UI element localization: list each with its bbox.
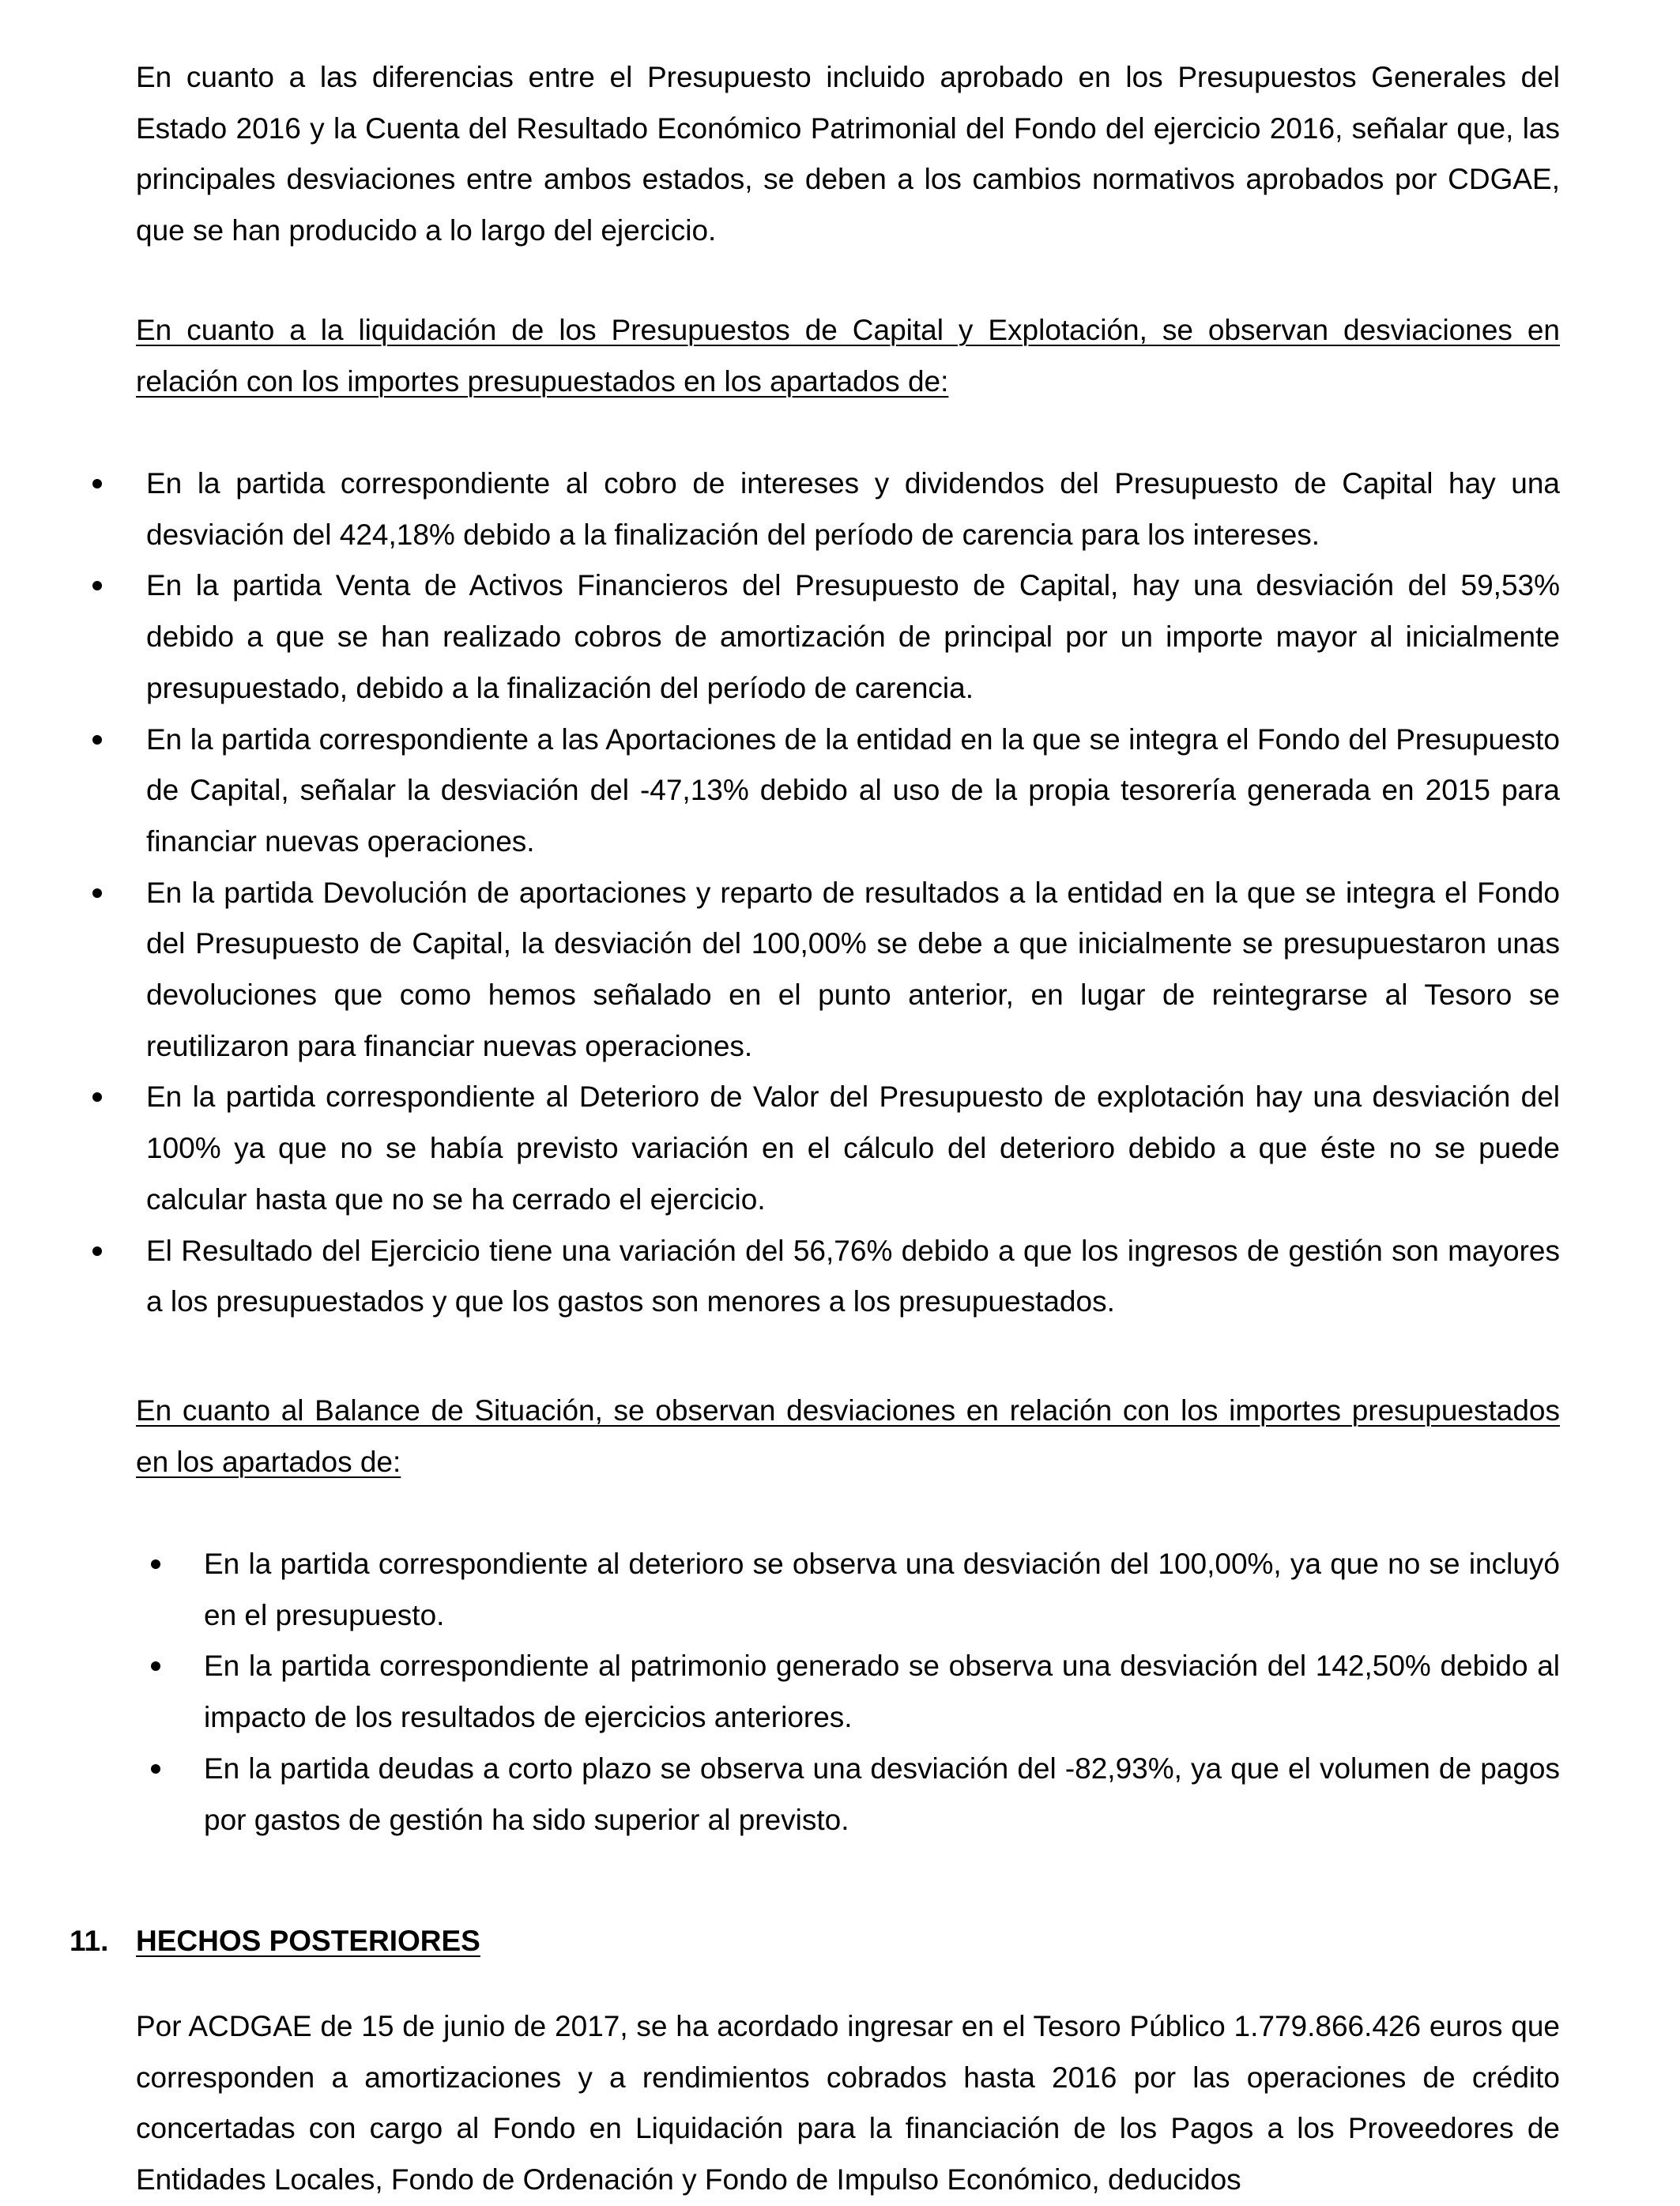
balance-heading-text: En cuanto al Balance de Situación, se observan desviaciones en relación con los importes presupuestados en los apartados de: [136,1394,1560,1478]
bullet-icon [92,1246,102,1256]
bullet-icon [92,888,102,898]
list-item [204,1641,1560,1743]
bullet-icon [92,1092,102,1102]
balance-list [204,1539,1560,1846]
list-item-text: En la partida deudas a corto plazo se observa una desviación del -82,93%, ya que el volumen de pagos por gastos de gestión ha sido superior al previsto. [204,1752,1560,1836]
liquidation-heading-text: En cuanto a la liquidación de los Presupuestos de Capital y Explotación, se observan desviaciones en relación con los importes presupuestados en los apartados de: [136,314,1560,398]
list-item-text: En la partida correspondiente al patrimonio generado se observa una desviación del 142,50% debido al impacto de los resultados de ejercicios anteriores. [204,1650,1560,1734]
list-item-text: En la partida correspondiente al deterioro se observa una desviación del 100,00%, ya que no se incluyó en el presupuesto. [204,1548,1560,1631]
list-item [146,458,1560,560]
bullet-icon [151,1661,160,1671]
section-number: 11. [70,1925,109,1957]
list-item [204,1744,1560,1846]
bullet-icon [92,479,102,488]
bullet-icon [151,1764,160,1774]
list-item-text: En la partida Venta de Activos Financieros del Presupuesto de Capital, hay una desviación del 59,53% debido a que se han realizado cobros de amortización de principal por un importe mayor al inicialmente presupuestado, debido a la finalización del período de carencia. [146,569,1560,704]
section-title: HECHOS POSTERIORES [136,1925,480,1957]
section-paragraph: Por ACDGAE de 15 de junio de 2017, se ha acordado ingresar en el Tesoro Público 1.779.866.426 euros que corresponden a amortizaciones y a rendimientos cobrados hasta 2016 por las operaciones de crédito concertadas con cargo al Fondo en Liquidación para la financiación de los Pagos a los Proveedores de Entidades Locales, Fondo de Ordenación y Fondo de Impulso Económico, deducidos [136,2010,1560,2197]
balance-heading [136,1386,1560,1488]
list-item [204,1539,1560,1641]
liquidation-heading [136,305,1560,407]
list-item [146,1226,1560,1328]
list-item [146,560,1560,714]
list-item-text: En la partida correspondiente al Deterioro de Valor del Presupuesto de explotación hay una desviación del 100% ya que no se había previsto variación en el cálculo del deterioro debido a que éste no se puede calcular hasta que no se ha cerrado el ejercicio. [146,1080,1560,1216]
intro-paragraph: En cuanto a las diferencias entre el Presupuesto incluido aprobado en los Presupuestos Generales del Estado 2016 y la Cuenta del Resultado Económico Patrimonial del Fondo del ejercicio 2016, señalar que, las principales desviaciones entre ambos estados, se deben a los cambios normativos aprobados por CDGAE, que se han producido a lo largo del ejercicio. [136,61,1560,247]
list-item-text: El Resultado del Ejercicio tiene una variación del 56,76% debido a que los ingresos de gestión son mayores a los presupuestados y que los gastos son menores a los presupuestados. [146,1234,1560,1318]
list-item [146,868,1560,1073]
list-item-text: En la partida Devolución de aportaciones y reparto de resultados a la entidad en la que se integra el Fondo del Presupuesto de Capital, la desviación del 100,00% se debe a que inicialmente se presupuestaron unas devoluciones que como hemos señalado en el punto anterior, en lugar de reintegrarse al Tesoro se reutilizaron para financiar nuevas operaciones. [146,876,1560,1062]
bullet-icon [151,1559,160,1569]
list-item-text: En la partida correspondiente a las Aportaciones de la entidad en la que se integra el Fondo del Presupuesto de Capital, señalar la desviación del -47,13% debido al uso de la propia tesorería generada en 2015 para financiar nuevas operaciones. [146,722,1560,858]
list-item-text: En la partida correspondiente al cobro de intereses y dividendos del Presupuesto de Capital hay una desviación del 424,18% debido a la finalización del período de carencia para los intereses. [146,467,1560,551]
liquidation-list [146,458,1560,1328]
section-heading [70,1916,480,1967]
bullet-icon [92,581,102,590]
list-item [146,1072,1560,1225]
list-item [146,715,1560,868]
bullet-icon [92,735,102,745]
